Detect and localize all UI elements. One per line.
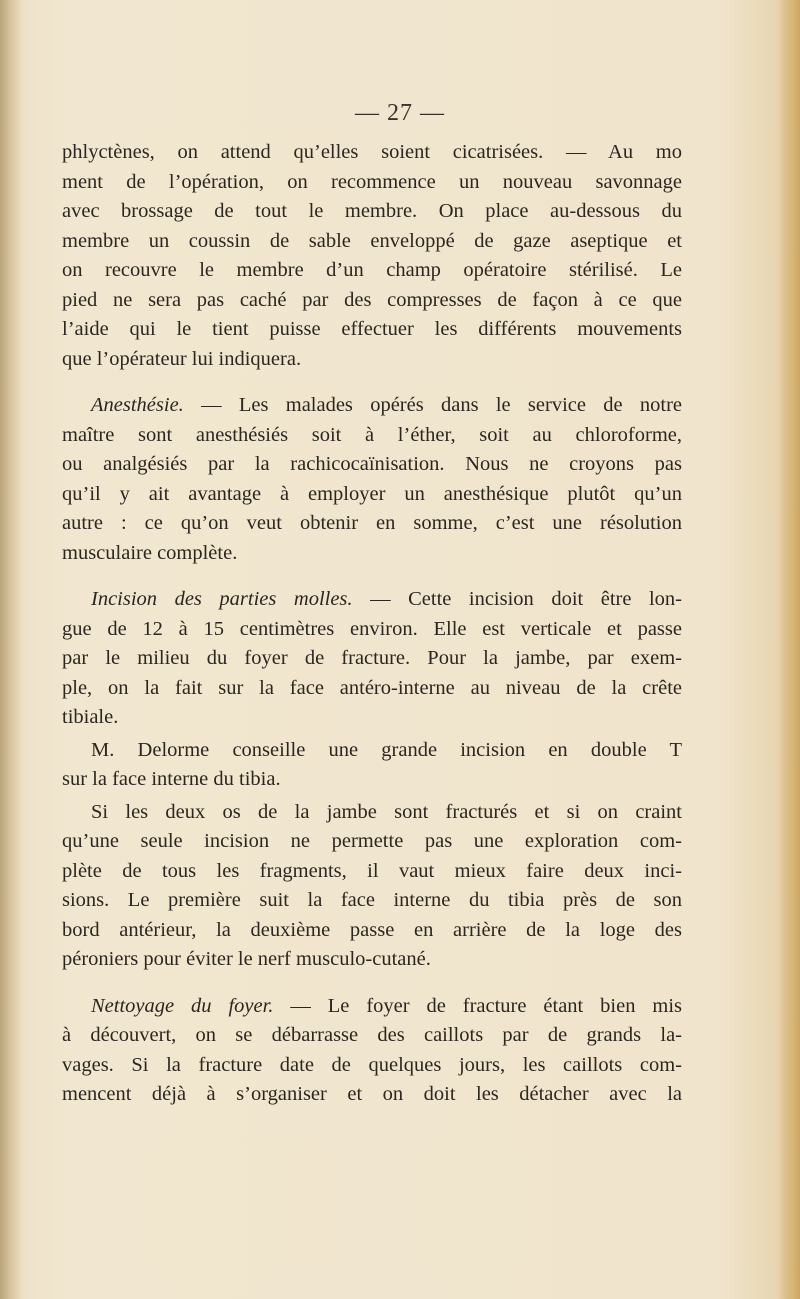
text-line: M. Delorme conseille une grande incision en double T <box>91 738 682 761</box>
text-line: bord antérieur, la deuxième passe en arrière de la loge des <box>62 918 682 941</box>
paragraph <box>62 138 682 374</box>
paragraph <box>62 585 682 733</box>
text-line: ou analgésiés par la rachicocaïnisation. Nous ne croyons pas <box>62 453 682 475</box>
page-number: — 27 — <box>355 100 445 126</box>
text-line: phlyctènes, on attend qu’elles soient cicatrisées. — Au mo <box>62 141 682 163</box>
text-line-rest: — Les malades opérés dans le service de notre <box>183 394 682 416</box>
text-line <box>62 585 682 615</box>
paragraph <box>62 992 682 1110</box>
text-line-rest: — Cette incision doit être lon- <box>352 588 683 610</box>
text-line: à découvert, on se débarrasse des caillots par de grands la- <box>62 1024 682 1046</box>
text-line: pied ne sera pas caché par des compresses de façon à ce que <box>62 288 682 311</box>
paragraph-gap <box>62 568 682 585</box>
section-heading-nettoyage: Nettoyage du foyer. <box>91 994 274 1017</box>
text-line: autre : ce qu’on veut obtenir en somme, c’est une résolution <box>62 512 682 534</box>
body-text <box>62 138 682 1110</box>
page-edge-discoloration <box>778 0 800 1299</box>
paragraph <box>62 798 682 975</box>
text-line: gue de 12 à 15 centimètres environ. Elle est verticale et passe <box>62 617 682 640</box>
text-line: par le milieu du foyer de fracture. Pour la jambe, par exem- <box>62 647 682 669</box>
text-line: vages. Si la fracture date de quelques jours, les caillots com- <box>62 1053 682 1076</box>
text-line: l’aide qui le tient puisse effectuer les différents mouvements <box>62 318 682 340</box>
text-line: que l’opérateur lui indiquera. <box>62 347 302 370</box>
text-line-rest: — Le foyer de fracture étant bien mis <box>273 994 682 1017</box>
text-line: mencent déjà à s’organiser et on doit les détacher avec la <box>62 1083 682 1105</box>
page-spine-shadow <box>0 0 22 1299</box>
text-line: Si les deux os de la jambe sont fracturés et si on craint <box>91 800 682 823</box>
text-line: plète de tous les fragments, il vaut mieux faire deux inci- <box>62 859 682 882</box>
text-line: sions. Le première suit la face interne du tibia près de son <box>62 889 682 911</box>
text-line: tibiale. <box>62 706 119 728</box>
text-line: péroniers pour éviter le nerf musculo-cutané. <box>62 948 431 970</box>
paragraph <box>62 736 682 795</box>
paragraph <box>62 391 682 568</box>
text-line: maître sont anesthésiés soit à l’éther, soit au chloroforme, <box>62 423 682 446</box>
section-heading-incision: Incision des parties molles. <box>91 588 353 610</box>
text-line: qu’une seule incision ne permette pas une exploration com- <box>62 830 682 852</box>
paragraph-gap <box>62 975 682 992</box>
paragraph-gap <box>62 374 682 391</box>
text-line: sur la face interne du tibia. <box>62 768 281 790</box>
text-line: on recouvre le membre d’un champ opératoire stérilisé. Le <box>62 259 682 281</box>
text-line: qu’il y ait avantage à employer un anesthésique plutôt qu’un <box>62 482 682 505</box>
text-line: membre un coussin de sable enveloppé de gaze aseptique et <box>62 229 682 252</box>
text-line: musculaire complète. <box>62 541 238 564</box>
text-line <box>62 992 682 1022</box>
text-line <box>62 391 682 421</box>
text-line: ple, on la fait sur la face antéro-interne au niveau de la crête <box>62 676 682 699</box>
section-heading-anesthesie: Anesthésie. <box>91 394 184 416</box>
text-line: ment de l’opération, on recommence un nouveau savonnage <box>62 170 682 193</box>
text-line: avec brossage de tout le membre. On place au-dessous du <box>62 200 682 222</box>
